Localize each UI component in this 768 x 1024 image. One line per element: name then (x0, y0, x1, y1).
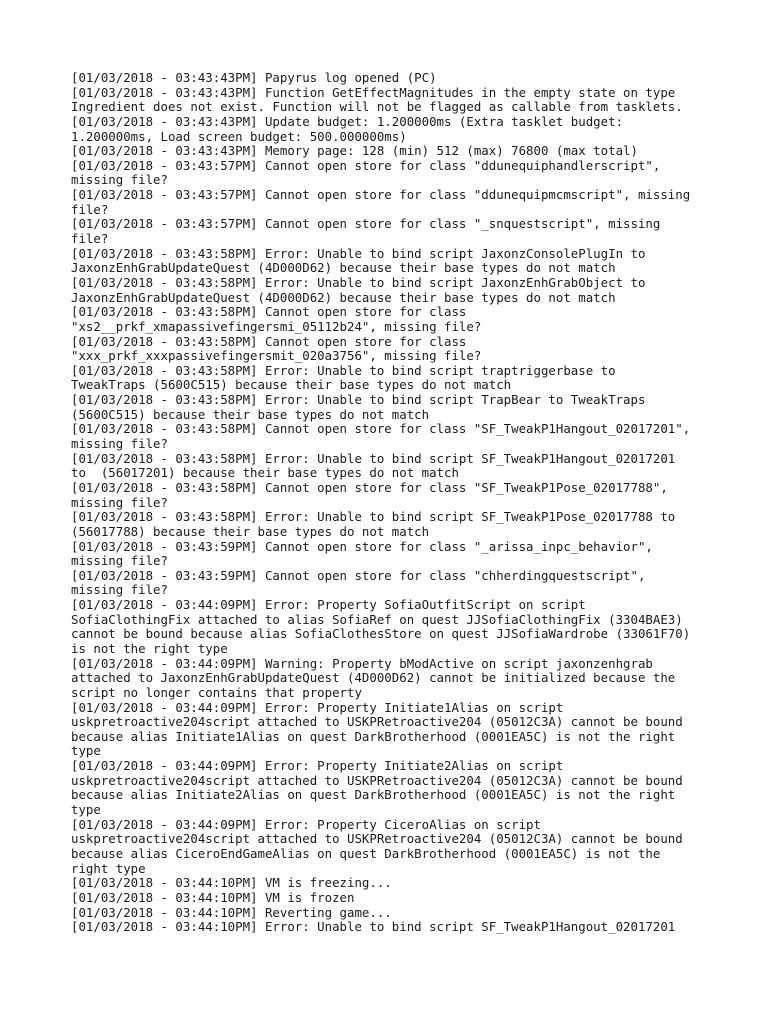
log-line: [01/03/2018 - 03:43:58PM] Cannot open store for class (71, 304, 467, 320)
log-line: [01/03/2018 - 03:43:58PM] Error: Unable to bind script traptriggerbase to (71, 362, 616, 378)
log-line: [01/03/2018 - 03:43:43PM] Function GetEffectMagnitudes in the empty state on type (71, 84, 676, 100)
log-line: script no longer contains that property (71, 684, 362, 700)
log-line: Ingredient does not exist. Function will not be flagged as callable from tasklets. (71, 99, 683, 115)
log-line: is not the right type (71, 640, 228, 656)
log-line: [01/03/2018 - 03:43:59PM] Cannot open store for class "chherdingquestscript", (71, 567, 646, 583)
log-line: uskpretroactive204script attached to USKPRetroactive204 (05012C3A) cannot be bound (71, 831, 683, 847)
log-line: attached to JaxonzEnhGrabUpdateQuest (4D000D62) cannot be initialized because the (71, 670, 676, 686)
log-line: JaxonzEnhGrabUpdateQuest (4D000D62) because their base types do not match (71, 260, 616, 276)
log-line: [01/03/2018 - 03:44:09PM] Error: Property Initiate2Alias on script (71, 758, 564, 774)
log-line: JaxonzEnhGrabUpdateQuest (4D000D62) because their base types do not match (71, 289, 616, 305)
log-line: [01/03/2018 - 03:44:09PM] Error: Property CiceroAlias on script (71, 816, 541, 832)
log-line: type (71, 743, 101, 759)
log-line: [01/03/2018 - 03:43:43PM] Memory page: 128 (min) 512 (max) 76800 (max total) (71, 143, 638, 159)
log-line: type (71, 802, 101, 818)
log-line: [01/03/2018 - 03:43:43PM] Papyrus log opened (PC) (71, 70, 437, 85)
log-line: missing file? (71, 494, 168, 510)
log-line: cannot be bound because alias SofiaClothesStore on quest JJSofiaWardrobe (33061F70) (71, 626, 691, 642)
log-line: because alias Initiate2Alias on quest DarkBrotherhood (0001EA5C) is not the right (71, 787, 676, 803)
log-line: [01/03/2018 - 03:43:58PM] Cannot open store for class "SF_TweakP1Pose_02017788", (71, 479, 668, 495)
log-line: because alias Initiate1Alias on quest DarkBrotherhood (0001EA5C) is not the right (71, 728, 676, 744)
log-line: [01/03/2018 - 03:43:59PM] Cannot open store for class "_arissa_inpc_behavior", (71, 538, 653, 554)
log-line: [01/03/2018 - 03:44:10PM] Reverting game... (71, 904, 392, 920)
log-line: "xs2__prkf_xmapassivefingersmi_05112b24", missing file? (71, 318, 482, 334)
log-line: missing file? (71, 582, 168, 598)
log-line: [01/03/2018 - 03:43:58PM] Error: Unable to bind script TrapBear to TweakTraps (71, 392, 646, 408)
log-line: right type (71, 860, 146, 876)
log-line: 1.200000ms, Load screen budget: 500.000000ms) (71, 128, 407, 144)
log-line: [01/03/2018 - 03:44:10PM] VM is freezing... (71, 875, 392, 891)
log-line: because alias CiceroEndGameAlias on quest DarkBrotherhood (0001EA5C) is not the (71, 845, 661, 861)
log-line: (5600C515) because their base types do not match (71, 406, 430, 422)
log-line: [01/03/2018 - 03:44:10PM] VM is frozen (71, 889, 355, 905)
log-line: missing file? (71, 553, 168, 569)
log-line: [01/03/2018 - 03:43:57PM] Cannot open store for class "_snquestscript", missing (71, 216, 661, 232)
log-line: [01/03/2018 - 03:43:58PM] Cannot open store for class "SF_TweakP1Hangout_02017201", (71, 421, 691, 437)
log-line: [01/03/2018 - 03:43:57PM] Cannot open store for class "ddunequiphandlerscript", (71, 157, 661, 173)
log-line: SofiaClothingFix attached to alias SofiaRef on quest JJSofiaClothingFix (3304BAE3) (71, 611, 683, 627)
log-line: [01/03/2018 - 03:44:10PM] Error: Unable to bind script SF_TweakP1Hangout_02017201 (71, 919, 676, 935)
log-line: [01/03/2018 - 03:43:58PM] Cannot open store for class (71, 333, 467, 349)
log-line: uskpretroactive204script attached to USKPRetroactive204 (05012C3A) cannot be bound (71, 714, 683, 730)
log-line: missing file? (71, 172, 168, 188)
log-line: uskpretroactive204script attached to USKPRetroactive204 (05012C3A) cannot be bound (71, 772, 683, 788)
log-line: missing file? (71, 436, 168, 452)
log-line: [01/03/2018 - 03:43:57PM] Cannot open store for class "ddunequipmcmscript", missing (71, 187, 691, 203)
log-line: TweakTraps (5600C515) because their base types do not match (71, 377, 512, 393)
log-line: [01/03/2018 - 03:43:58PM] Error: Unable to bind script SF_TweakP1Pose_02017788 to (71, 509, 676, 525)
log-line: to (56017201) because their base types do not match (71, 465, 459, 481)
log-line: [01/03/2018 - 03:44:09PM] Error: Property Initiate1Alias on script (71, 699, 564, 715)
log-line: [01/03/2018 - 03:43:58PM] Error: Unable to bind script JaxonzEnhGrabObject to (71, 274, 646, 290)
log-line: [01/03/2018 - 03:43:43PM] Update budget: 1.200000ms (Extra tasklet budget: (71, 113, 624, 129)
log-line: [01/03/2018 - 03:44:09PM] Error: Property SofiaOutfitScript on script (71, 597, 586, 613)
log-line: [01/03/2018 - 03:43:58PM] Error: Unable to bind script SF_TweakP1Hangout_02017201 (71, 450, 676, 466)
log-line: "xxx_prkf_xxxpassivefingersmit_020a3756", missing file? (71, 348, 482, 364)
papyrus-log-text (71, 71, 711, 935)
log-line: [01/03/2018 - 03:43:58PM] Error: Unable to bind script JaxonzConsolePlugIn to (71, 245, 646, 261)
log-line: file? (71, 231, 109, 247)
log-line: (56017788) because their base types do not match (71, 523, 430, 539)
log-line: file? (71, 201, 109, 217)
log-line: [01/03/2018 - 03:44:09PM] Warning: Property bModActive on script jaxonzenhgrab (71, 655, 653, 671)
